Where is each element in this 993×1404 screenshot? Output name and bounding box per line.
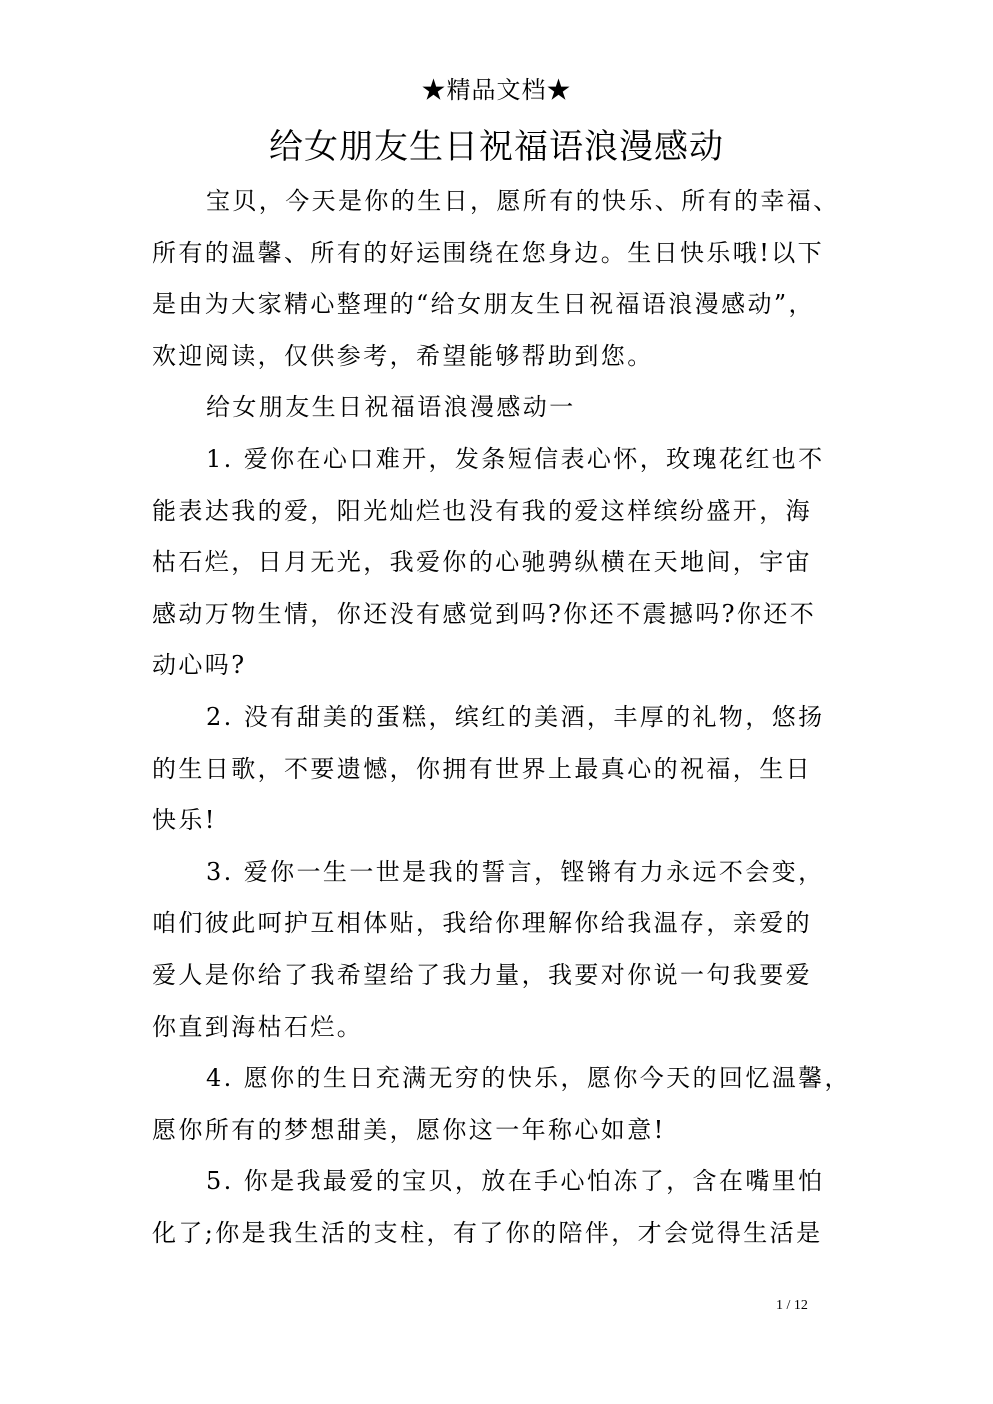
list-item-line: 愿你所有的梦想甜美，愿你这一年称心如意! <box>152 1115 666 1144</box>
list-item-line: 3. 爱你一生一世是我的誓言，铿锵有力永远不会变， <box>206 857 825 886</box>
list-item-line: 咱们彼此呵护互相体贴，我给你理解你给我温存，亲爱的 <box>152 909 812 938</box>
list-item-line: 枯石烂，日月无光，我爱你的心驰骋纵横在天地间，宇宙 <box>152 548 812 577</box>
list-item-line: 化了;你是我生活的支柱，有了你的陪伴，才会觉得生活是 <box>152 1218 823 1247</box>
document-body <box>152 176 852 1259</box>
list-item-line: 5. 你是我最爱的宝贝，放在手心怕冻了，含在嘴里怕 <box>206 1167 825 1196</box>
page-number: 1 / 12 <box>776 1298 808 1313</box>
list-item-line: 感动万物生情，你还没有感觉到吗?你还不震撼吗?你还不 <box>152 599 817 628</box>
list-item-line: 你直到海枯石烂。 <box>152 1012 364 1041</box>
list-item-line: 快乐! <box>152 806 217 835</box>
list-item-line: 爱人是你给了我希望给了我力量，我要对你说一句我要爱 <box>152 960 812 989</box>
document-title: 给女朋友生日祝福语浪漫感动 <box>269 127 724 167</box>
section-heading: 给女朋友生日祝福语浪漫感动一 <box>206 393 576 422</box>
paragraph-line: 欢迎阅读，仅供参考，希望能够帮助到您。 <box>152 341 654 370</box>
list-item-line: 能表达我的爱，阳光灿烂也没有我的爱这样缤纷盛开，海 <box>152 496 812 525</box>
paragraph-line: 是由为大家精心整理的“给女朋友生日祝福语浪漫感动”， <box>152 290 815 319</box>
paragraph-line: 所有的温馨、所有的好运围绕在您身边。生日快乐哦!以下 <box>152 238 825 267</box>
list-item-line: 的生日歌，不要遗憾，你拥有世界上最真心的祝福，生日 <box>152 754 812 783</box>
list-item-line: 2. 没有甜美的蛋糕，缤红的美酒，丰厚的礼物，悠扬 <box>206 702 825 731</box>
list-item-line: 1. 爱你在心口难开，发条短信表心怀，玫瑰花红也不 <box>206 444 825 473</box>
paragraph-line: 宝贝，今天是你的生日，愿所有的快乐、所有的幸福、 <box>206 187 840 215</box>
list-item-line: 4. 愿你的生日充满无穷的快乐，愿你今天的回忆温馨， <box>206 1064 851 1093</box>
page-header: ★精品文档★ <box>421 76 572 104</box>
list-item-line: 动心吗? <box>152 651 247 680</box>
